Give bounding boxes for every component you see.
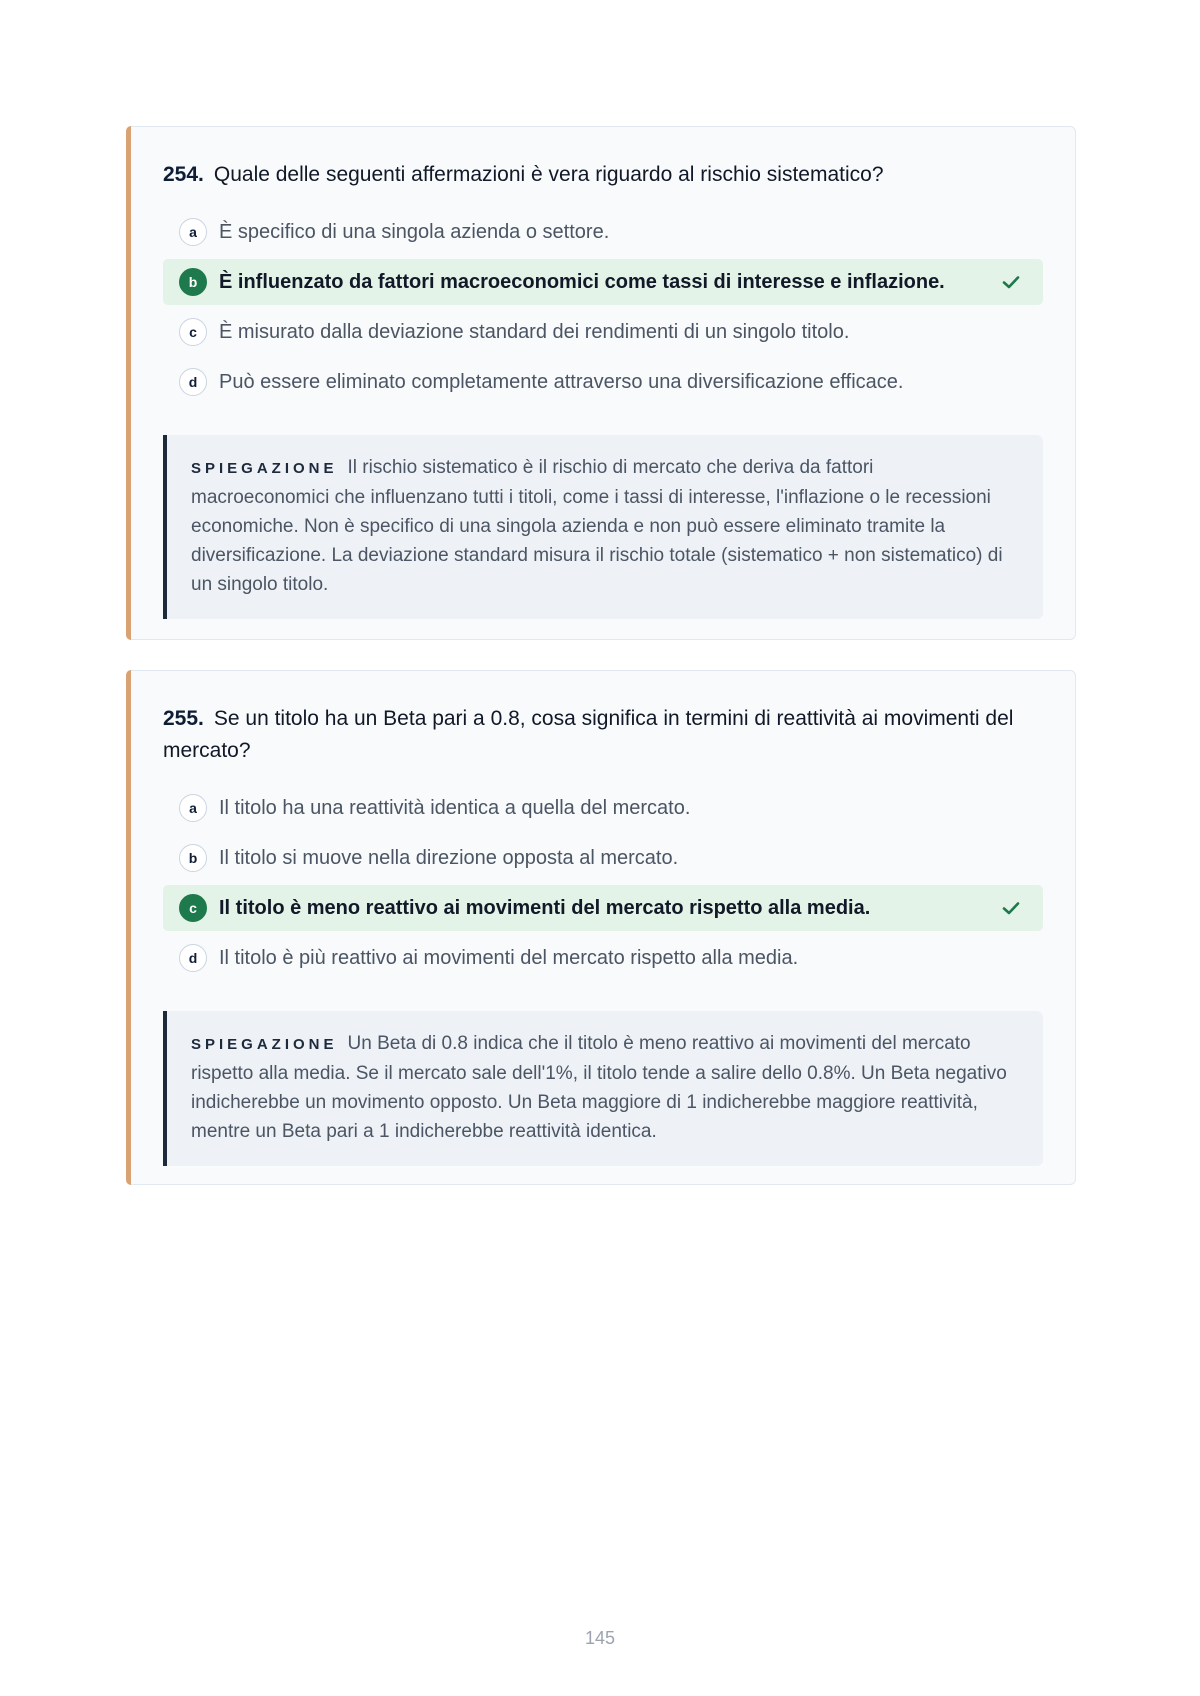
option-text: Può essere eliminato completamente attraverso una diversificazione efficace. bbox=[219, 370, 904, 393]
option-text: Il titolo si muove nella direzione opposta al mercato. bbox=[219, 846, 679, 869]
explanation-box bbox=[163, 435, 1043, 619]
option-a[interactable] bbox=[163, 785, 1043, 831]
option-text: Il titolo è meno reattivo ai movimenti del mercato rispetto alla media. bbox=[219, 896, 871, 919]
question-number: 254. bbox=[163, 163, 204, 186]
page-number: 145 bbox=[584, 1628, 616, 1648]
question-text-block bbox=[163, 159, 1043, 191]
option-d[interactable] bbox=[163, 359, 1043, 405]
option-text: È misurato dalla deviazione standard dei rendimenti di un singolo titolo. bbox=[219, 320, 850, 343]
option-c[interactable] bbox=[163, 309, 1043, 355]
option-a[interactable] bbox=[163, 209, 1043, 255]
option-b[interactable] bbox=[163, 835, 1043, 881]
option-letter-badge: a bbox=[179, 794, 207, 822]
question-card bbox=[126, 126, 1076, 640]
option-d[interactable] bbox=[163, 935, 1043, 981]
explanation-label: SPIEGAZIONE bbox=[191, 460, 338, 477]
explanation-text: Un Beta di 0.8 indica che il titolo è meno reattivo ai movimenti del mercato rispetto alla media. Se il mercato sale dell'1%, il titolo tende a salire dello 0.8%. Un Beta negativo indicherebbe un movimento opposto. Un Beta maggiore di 1 indicherebbe maggiore reattività, mentre un Beta pari a 1 indicherebbe reattività identica. bbox=[191, 1033, 1007, 1142]
option-letter-badge: c bbox=[179, 894, 207, 922]
option-c-correct[interactable] bbox=[163, 885, 1043, 931]
option-letter-badge: d bbox=[179, 368, 207, 396]
option-text: Il titolo è più reattivo ai movimenti del mercato rispetto alla media. bbox=[219, 946, 799, 969]
checkmark-icon bbox=[1001, 898, 1021, 918]
question-card bbox=[126, 670, 1076, 1185]
option-text: È specifico di una singola azienda o settore. bbox=[219, 220, 610, 243]
question-text: Quale delle seguenti affermazioni è vera riguardo al rischio sistematico? bbox=[213, 163, 884, 186]
explanation-text: Il rischio sistematico è il rischio di mercato che deriva da fattori macroeconomici che influenzano tutti i titoli, come i tassi di interesse, l'inflazione o le recessioni economiche. Non è specifico di una singola azienda e non può essere eliminato tramite la diversificazione. La deviazione standard misura il rischio totale (sistematico + non sistematico) di un singolo titolo. bbox=[191, 457, 1003, 595]
checkmark-icon bbox=[1001, 272, 1021, 292]
option-letter-badge: a bbox=[179, 218, 207, 246]
explanation-label: SPIEGAZIONE bbox=[191, 1036, 338, 1053]
question-text-block bbox=[163, 703, 1043, 767]
option-text: È influenzato da fattori macroeconomici come tassi di interesse e inflazione. bbox=[219, 270, 945, 293]
option-letter-badge: d bbox=[179, 944, 207, 972]
question-number: 255. bbox=[163, 707, 204, 730]
option-letter-badge: b bbox=[179, 268, 207, 296]
option-b-correct[interactable] bbox=[163, 259, 1043, 305]
option-letter-badge: b bbox=[179, 844, 207, 872]
question-text: Se un titolo ha un Beta pari a 0.8, cosa significa in termini di reattività ai movimenti del mercato? bbox=[163, 707, 1014, 762]
option-text: Il titolo ha una reattività identica a quella del mercato. bbox=[219, 796, 691, 819]
explanation-box bbox=[163, 1011, 1043, 1166]
option-letter-badge: c bbox=[179, 318, 207, 346]
